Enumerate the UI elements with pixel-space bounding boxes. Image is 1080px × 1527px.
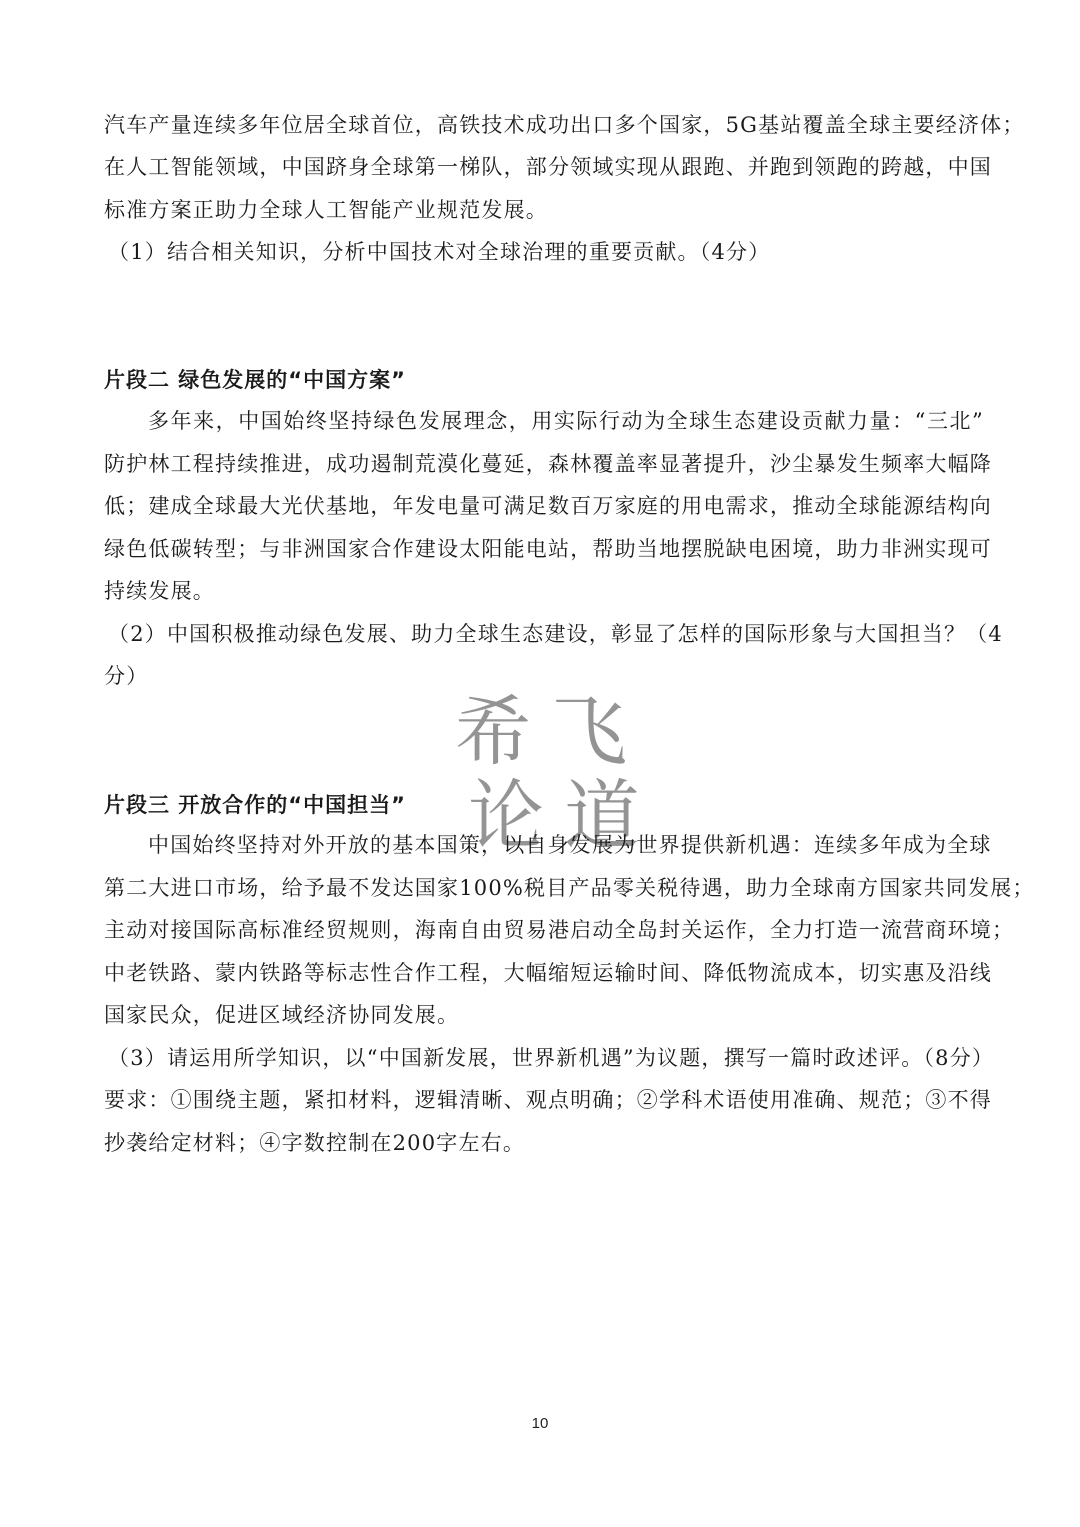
section3-paragraph-line: 第二大进口市场，给予最不发达国家100%税目产品零关税待遇，助力全球南方国家共同发展； [104, 876, 1035, 900]
section3-paragraph-line: 中老铁路、蒙内铁路等标志性合作工程，大幅缩短运输时间、降低物流成本，切实惠及沿线 [104, 961, 992, 985]
question-2: （2）中国积极推动绿色发展、助力全球生态建设，彰显了怎样的国际形象与大国担当？（4 [108, 622, 1003, 646]
section3-paragraph-line: 中国始终坚持对外开放的基本国策，以自身发展为世界提供新机遇：连续多年成为全球 [148, 833, 992, 857]
question-3-requirements: 要求：①围绕主题，紧扣材料，逻辑清晰、观点明确；②学科术语使用准确、规范；③不得 [104, 1088, 992, 1112]
section3-heading: 片段三 开放合作的“中国担当” [104, 793, 406, 817]
watermark-line-2: 论道 [468, 771, 660, 860]
watermark-line-1: 希飞 [455, 687, 647, 776]
section2-paragraph-line: 低；建成全球最大光伏基地，年发电量可满足数百万家庭的用电需求，推动全球能源结构向 [104, 494, 992, 518]
section2-paragraph-line: 防护林工程持续推进，成功遏制荒漠化蔓延，森林覆盖率显著提升，沙尘暴发生频率大幅降 [104, 452, 992, 476]
question-3-requirements-continuation: 抄袭给定材料；④字数控制在200字左右。 [104, 1131, 526, 1155]
section2-paragraph-line: 绿色低碳转型；与非洲国家合作建设太阳能电站，帮助当地摆脱缺电困境，助力非洲实现可 [104, 537, 992, 561]
section1-paragraph-line: 汽车产量连续多年位居全球首位，高铁技术成功出口多个国家，5G基站覆盖全球主要经济体； [104, 113, 1025, 137]
section3-paragraph-line: 主动对接国际高标准经贸规则，海南自由贸易港启动全岛封关运作，全力打造一流营商环境； [104, 918, 1015, 942]
section2-paragraph-line: 持续发展。 [104, 579, 215, 603]
section3-paragraph-line: 国家民众，促进区域经济协同发展。 [104, 1003, 460, 1027]
question-1: （1）结合相关知识，分析中国技术对全球治理的重要贡献。（4分） [108, 240, 771, 264]
section2-paragraph-line: 多年来，中国始终坚持绿色发展理念，用实际行动为全球生态建设贡献力量：“三北” [148, 409, 984, 433]
section1-paragraph-line: 标准方案正助力全球人工智能产业规范发展。 [104, 198, 548, 222]
question-3: （3）请运用所学知识，以“中国新发展，世界新机遇”为议题，撰写一篇时政述评。（8分） [108, 1046, 995, 1070]
question-2-continuation: 分） [104, 664, 149, 688]
page-number: 10 [531, 1415, 549, 1432]
section1-paragraph-line: 在人工智能领域，中国跻身全球第一梯队，部分领域实现从跟跑、并跑到领跑的跨越，中国 [104, 155, 992, 179]
section2-heading: 片段二 绿色发展的“中国方案” [104, 368, 406, 392]
